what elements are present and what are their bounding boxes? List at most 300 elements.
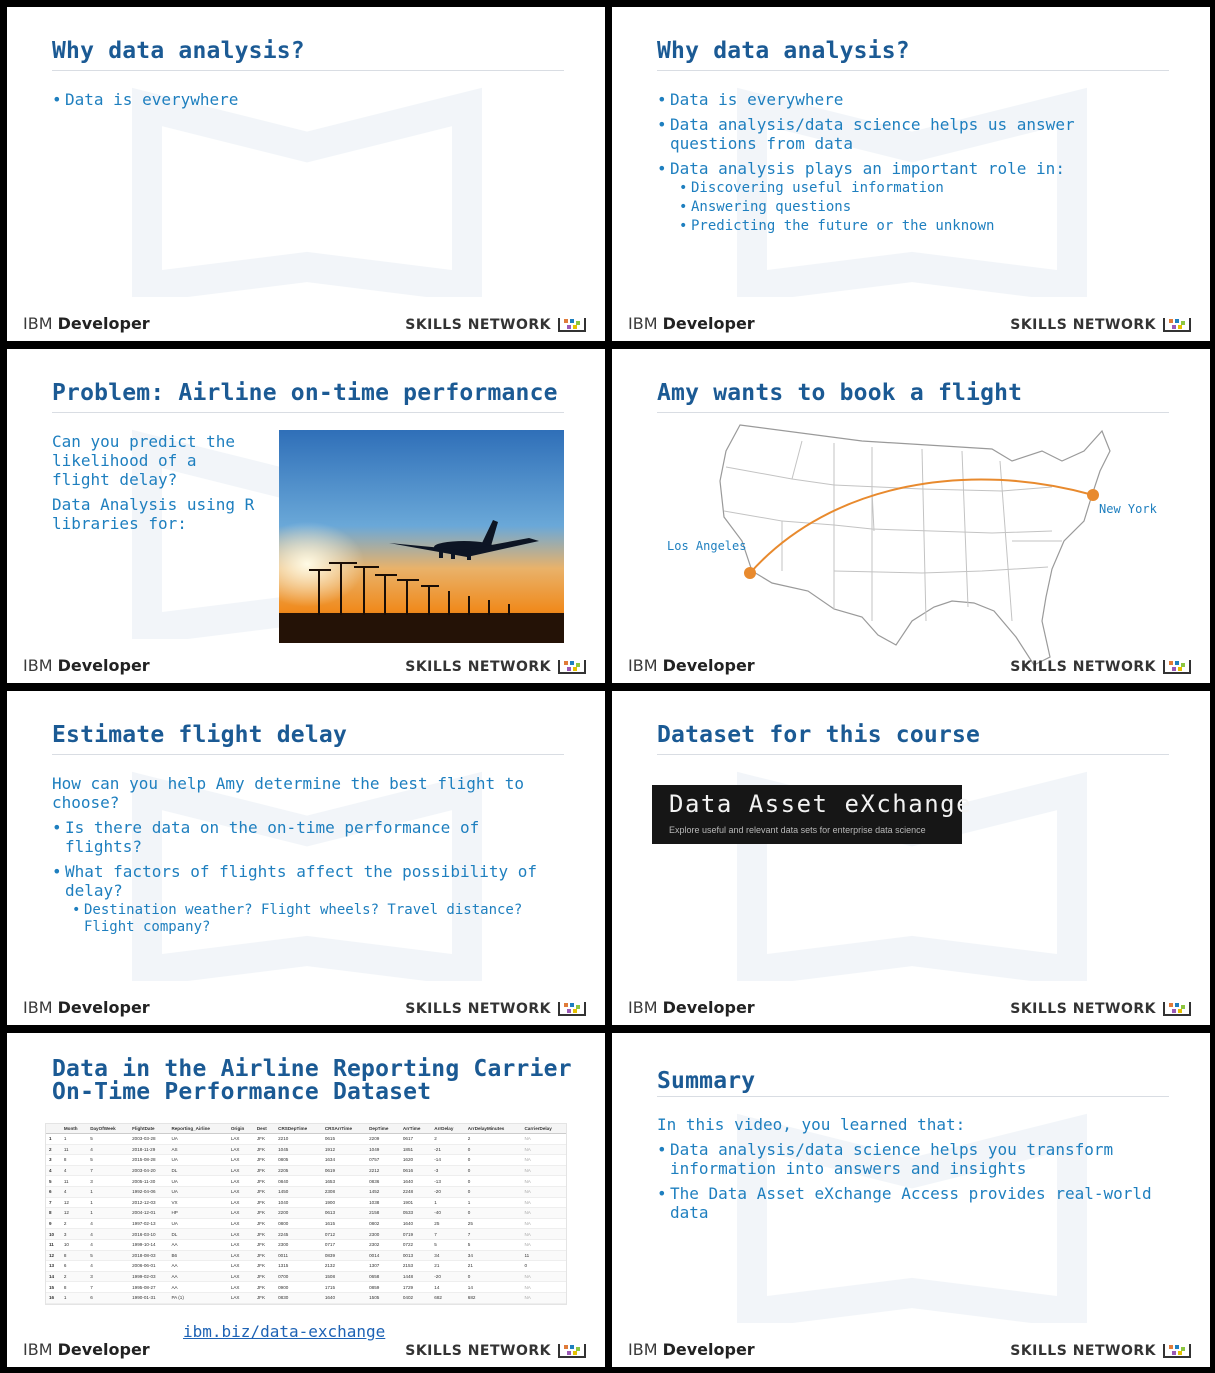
table-cell: 2302 <box>366 1239 400 1250</box>
skills-network-icon <box>557 1342 587 1359</box>
bullet: • What factors of flights affect the possibility of delay? <box>52 862 562 900</box>
table-cell: 1729 <box>400 1282 431 1293</box>
table-cell: 682 <box>465 1292 522 1303</box>
table-cell: AA <box>168 1282 227 1293</box>
skills-network-icon <box>1162 658 1192 675</box>
title-rule <box>52 754 564 755</box>
table-cell: 1 <box>87 1186 129 1197</box>
bullet: • Data analysis/data science helps us answer questions from data <box>657 115 1127 153</box>
table-cell: NA <box>521 1282 566 1293</box>
dax-subtitle: Explore useful and relevant data sets for enterprise data science <box>669 825 926 835</box>
table-row <box>46 1292 566 1303</box>
skills-network-logo: SKILLS NETWORK <box>1010 1342 1192 1359</box>
sub-bullet: • Destination weather? Flight wheels? Travel distance? Flight company? <box>72 902 562 936</box>
table-cell: NA <box>521 1197 566 1208</box>
table-cell: -21 <box>431 1144 465 1155</box>
table-cell: 1038 <box>366 1197 400 1208</box>
table-cell: LAX <box>228 1134 254 1145</box>
slide-title <box>52 1058 572 1104</box>
table-cell: 4 <box>61 1186 87 1197</box>
table-cell: 5 <box>87 1250 129 1261</box>
column-header: Month <box>61 1124 87 1134</box>
skills-network-logo: SKILLS NETWORK <box>405 1342 587 1359</box>
bullet: • Data is everywhere <box>657 90 1127 109</box>
table-cell: 10 <box>61 1239 87 1250</box>
skills-network-logo: SKILLS NETWORK <box>1010 316 1192 333</box>
table-cell: NA <box>521 1208 566 1219</box>
table-cell: JFK <box>254 1218 275 1229</box>
table-cell: 11 <box>61 1144 87 1155</box>
table-cell: 2 <box>465 1134 522 1145</box>
skills-network-icon <box>1162 1342 1192 1359</box>
table-cell: HP <box>168 1208 227 1219</box>
table-cell: LAX <box>228 1261 254 1272</box>
slide-title: Summary <box>657 1068 756 1094</box>
table-cell: NA <box>521 1144 566 1155</box>
table-cell: LAX <box>228 1282 254 1293</box>
row-index: 10 <box>46 1229 61 1240</box>
table-cell: 0 <box>465 1186 522 1197</box>
row-index: 13 <box>46 1261 61 1272</box>
table-cell: JFK <box>254 1292 275 1303</box>
table-cell: -20 <box>431 1271 465 1282</box>
table-cell: 6 <box>87 1292 129 1303</box>
ibm-developer-logo: IBM Developer <box>628 656 755 675</box>
table-cell: LAX <box>228 1292 254 1303</box>
dax-title: Data Asset eXchange <box>669 790 973 818</box>
table-cell: 0533 <box>400 1208 431 1219</box>
ibm-developer-logo: IBM Developer <box>628 998 755 1017</box>
table-cell: 0011 <box>275 1250 322 1261</box>
table-cell: 1999-10-14 <box>129 1239 168 1250</box>
table-cell: -13 <box>431 1176 465 1187</box>
slide-5 <box>7 691 605 1025</box>
row-index: 3 <box>46 1155 61 1166</box>
title-rule <box>657 754 1169 755</box>
table-cell: 1851 <box>400 1144 431 1155</box>
table-cell: 1 <box>465 1197 522 1208</box>
table-cell: 0900 <box>275 1282 322 1293</box>
table-cell: 5 <box>431 1239 465 1250</box>
table-cell: 1508 <box>322 1271 366 1282</box>
table-cell: 2212 <box>366 1165 400 1176</box>
column-header: ArrDelayMinutes <box>465 1124 522 1134</box>
table-cell: LAX <box>228 1197 254 1208</box>
table-row <box>46 1197 566 1208</box>
bullet: • Data analysis plays an important role in: <box>657 159 1127 178</box>
table-cell: B6 <box>168 1250 227 1261</box>
slide-7 <box>7 1033 605 1367</box>
table-cell: 2003-03-28 <box>129 1134 168 1145</box>
row-index: 12 <box>46 1250 61 1261</box>
table-cell: 2 <box>61 1271 87 1282</box>
table-cell: NA <box>521 1239 566 1250</box>
column-header: DepTime <box>366 1124 400 1134</box>
question-text: Can you predict the likelihood of a flight delay? <box>52 432 236 489</box>
table-cell: 4 <box>87 1218 129 1229</box>
table-cell: NA <box>521 1229 566 1240</box>
column-header: CRSArrTime <box>322 1124 366 1134</box>
table-row <box>46 1186 566 1197</box>
table-row <box>46 1144 566 1155</box>
slide-6 <box>612 691 1210 1025</box>
table-cell: LAX <box>228 1271 254 1282</box>
title-rule <box>657 412 1169 413</box>
us-map <box>712 421 1122 671</box>
table-row <box>46 1165 566 1176</box>
table-cell: JFK <box>254 1261 275 1272</box>
title-rule <box>657 70 1169 71</box>
table-cell: 4 <box>87 1261 129 1272</box>
title-rule <box>52 412 564 413</box>
table-cell: 8 <box>61 1282 87 1293</box>
table-cell: 1045 <box>275 1144 322 1155</box>
table-cell: NA <box>521 1271 566 1282</box>
sub-bullet: • Answering questions <box>679 199 1127 216</box>
table-row <box>46 1250 566 1261</box>
table-cell: 0859 <box>366 1282 400 1293</box>
table-cell: 34 <box>465 1250 522 1261</box>
table-cell: 1448 <box>400 1271 431 1282</box>
table-row <box>46 1134 566 1145</box>
table-cell: 2300 <box>275 1239 322 1250</box>
table-cell: 0 <box>465 1176 522 1187</box>
table-cell: 0800 <box>275 1218 322 1229</box>
table-cell: 0 <box>521 1261 566 1272</box>
table-cell: 0617 <box>400 1134 431 1145</box>
column-header: CarrierDelay <box>521 1124 566 1134</box>
table-cell: JFK <box>254 1282 275 1293</box>
table-cell: JFK <box>254 1197 275 1208</box>
table-cell: 4 <box>61 1165 87 1176</box>
table-cell: 1307 <box>366 1261 400 1272</box>
table-header-row <box>46 1124 566 1134</box>
column-header: Dest <box>254 1124 275 1134</box>
table-cell: VX <box>168 1197 227 1208</box>
table-cell: 0 <box>465 1271 522 1282</box>
table-cell: 2006-06-01 <box>129 1261 168 1272</box>
table-cell: 2205 <box>275 1165 322 1176</box>
dax-banner[interactable] <box>652 785 973 844</box>
dataset-table-grid <box>46 1124 566 1304</box>
table-cell: 0619 <box>322 1165 366 1176</box>
table-cell: 1715 <box>322 1282 366 1293</box>
table-cell: DL <box>168 1165 227 1176</box>
column-header: DayOfWeek <box>87 1124 129 1134</box>
table-cell: 34 <box>431 1250 465 1261</box>
skills-network-icon <box>1162 316 1192 333</box>
table-cell: 2248 <box>400 1186 431 1197</box>
table-cell: LAX <box>228 1165 254 1176</box>
intro-text: In this video, you learned that: <box>657 1115 966 1134</box>
table-cell: JFK <box>254 1144 275 1155</box>
table-cell: 1315 <box>275 1261 322 1272</box>
table-cell: NA <box>521 1134 566 1145</box>
bullet: • The Data Asset eXchange Access provides real-world data <box>657 1184 1157 1222</box>
table-cell: 1901 <box>400 1197 431 1208</box>
table-cell: -3 <box>431 1165 465 1176</box>
skills-network-logo: SKILLS NETWORK <box>405 316 587 333</box>
table-cell: 0658 <box>366 1271 400 1282</box>
table-cell: 2 <box>431 1134 465 1145</box>
table-cell: JFK <box>254 1155 275 1166</box>
table-row <box>46 1218 566 1229</box>
slide-title: Why data analysis? <box>52 38 305 64</box>
dataset-table <box>45 1123 567 1305</box>
row-index: 16 <box>46 1292 61 1303</box>
table-cell: 2245 <box>275 1229 322 1240</box>
table-cell: 5 <box>465 1239 522 1250</box>
dataset-link[interactable]: ibm.biz/data-exchange <box>183 1322 386 1341</box>
table-cell: 2003-04-20 <box>129 1165 168 1176</box>
table-cell: LAX <box>228 1218 254 1229</box>
table-cell: JFK <box>254 1271 275 1282</box>
table-cell: JFK <box>254 1229 275 1240</box>
table-cell: 1900 <box>322 1197 366 1208</box>
table-cell: 1995-08-27 <box>129 1282 168 1293</box>
slide-title: Problem: Airline on-time performance <box>52 380 558 406</box>
table-row <box>46 1271 566 1282</box>
slide-3 <box>7 349 605 683</box>
row-index: 9 <box>46 1218 61 1229</box>
table-cell: 4 <box>87 1239 129 1250</box>
table-cell: 0402 <box>400 1292 431 1303</box>
ibm-developer-logo: IBM Developer <box>628 1340 755 1359</box>
table-cell: 0836 <box>366 1176 400 1187</box>
table-cell: -40 <box>431 1208 465 1219</box>
skills-network-icon <box>557 658 587 675</box>
table-cell: 1 <box>87 1197 129 1208</box>
table-cell: 0757 <box>366 1155 400 1166</box>
table-cell: UA <box>168 1218 227 1229</box>
table-cell: NA <box>521 1218 566 1229</box>
table-cell: NA <box>521 1292 566 1303</box>
title-rule <box>657 1096 1169 1097</box>
table-cell: 3 <box>87 1271 129 1282</box>
column-header: ArrDelay <box>431 1124 465 1134</box>
table-cell: NA <box>521 1186 566 1197</box>
ibm-developer-logo: IBM Developer <box>23 1340 150 1359</box>
table-cell: 1 <box>87 1208 129 1219</box>
table-cell: 1615 <box>322 1218 366 1229</box>
table-cell: 0805 <box>275 1155 322 1166</box>
table-cell: 4 <box>87 1229 129 1240</box>
slide-title: Amy wants to book a flight <box>657 380 1023 406</box>
skills-network-icon <box>1162 1000 1192 1017</box>
skills-network-logo: SKILLS NETWORK <box>405 1000 587 1017</box>
table-cell: UA <box>168 1176 227 1187</box>
table-cell: 1634 <box>322 1155 366 1166</box>
slide-title-line-2: On-Time Performance Dataset <box>52 1079 432 1105</box>
slide-title: Dataset for this course <box>657 722 981 748</box>
table-cell: JFK <box>254 1239 275 1250</box>
table-row <box>46 1239 566 1250</box>
table-cell: 2015-08-28 <box>129 1155 168 1166</box>
table-cell: AA <box>168 1271 227 1282</box>
table-cell: 2209 <box>366 1134 400 1145</box>
table-cell: 2018-11-29 <box>129 1144 168 1155</box>
column-header: CRSDepTime <box>275 1124 322 1134</box>
slide-8 <box>612 1033 1210 1367</box>
column-header: Origin <box>228 1124 254 1134</box>
row-index: 14 <box>46 1271 61 1282</box>
table-cell: LAX <box>228 1155 254 1166</box>
table-cell: 0615 <box>322 1134 366 1145</box>
from-city-label: Los Angeles <box>667 539 747 553</box>
table-cell: LAX <box>228 1239 254 1250</box>
table-cell: UA <box>168 1134 227 1145</box>
table-cell: -14 <box>431 1155 465 1166</box>
table-cell: 8 <box>61 1155 87 1166</box>
intro-text: How can you help Amy determine the best flight to choose? <box>52 774 525 812</box>
ibm-developer-logo: IBM Developer <box>628 314 755 333</box>
column-header: FlightDate <box>129 1124 168 1134</box>
ibm-developer-logo: IBM Developer <box>23 314 150 333</box>
skills-network-logo: SKILLS NETWORK <box>1010 658 1192 675</box>
table-cell: NA <box>521 1165 566 1176</box>
table-cell: DL <box>168 1229 227 1240</box>
table-cell: 6 <box>61 1261 87 1272</box>
table-cell: 7 <box>87 1282 129 1293</box>
table-cell: 2012-12-03 <box>129 1197 168 1208</box>
sub-bullet: • Predicting the future or the unknown <box>679 218 1127 235</box>
slide-4 <box>612 349 1210 683</box>
airplane-sunset-photo <box>279 430 564 643</box>
ibm-developer-logo: IBM Developer <box>23 998 150 1017</box>
table-cell: 3 <box>61 1229 87 1240</box>
slide-title-line-1: Data in the Airline Reporting Carrier <box>52 1056 572 1082</box>
table-cell: 1912 <box>322 1144 366 1155</box>
table-row <box>46 1176 566 1187</box>
table-cell: 2300 <box>366 1229 400 1240</box>
skills-network-logo: SKILLS NETWORK <box>1010 1000 1192 1017</box>
table-cell: PA (1) <box>168 1292 227 1303</box>
table-cell: 11 <box>521 1250 566 1261</box>
table-cell: 1997-02-13 <box>129 1218 168 1229</box>
table-cell: 7 <box>465 1229 522 1240</box>
skills-network-logo: SKILLS NETWORK <box>405 658 587 675</box>
row-index: 4 <box>46 1165 61 1176</box>
sub-bullet: • Discovering useful information <box>679 180 1127 197</box>
slide-title: Estimate flight delay <box>52 722 347 748</box>
libraries-text: Data Analysis using R libraries for: <box>52 495 255 533</box>
table-cell: 5 <box>87 1134 129 1145</box>
table-row <box>46 1208 566 1219</box>
table-cell: AA <box>168 1239 227 1250</box>
table-cell: 25 <box>431 1218 465 1229</box>
table-cell: 7 <box>431 1229 465 1240</box>
table-cell: 0840 <box>275 1176 322 1187</box>
table-cell: 1 <box>61 1292 87 1303</box>
table-cell: 2 <box>61 1218 87 1229</box>
row-index: 7 <box>46 1197 61 1208</box>
table-cell: 14 <box>465 1282 522 1293</box>
table-cell: 0 <box>465 1208 522 1219</box>
table-cell: 1999-02-03 <box>129 1271 168 1282</box>
bullet: • Data is everywhere <box>52 90 238 109</box>
table-cell: 0616 <box>400 1165 431 1176</box>
table-cell: 1452 <box>366 1186 400 1197</box>
row-index: 1 <box>46 1134 61 1145</box>
table-cell: 2005-11-30 <box>129 1176 168 1187</box>
table-cell: 0719 <box>400 1229 431 1240</box>
bullet: • Data analysis/data science helps you transform information into answers and insights <box>657 1140 1157 1178</box>
table-cell: 0 <box>465 1165 522 1176</box>
row-index-header <box>46 1124 61 1134</box>
table-cell: LAX <box>228 1186 254 1197</box>
table-cell: 12 <box>61 1197 87 1208</box>
table-cell: AS <box>168 1144 227 1155</box>
table-cell: 8 <box>61 1250 87 1261</box>
table-cell: 21 <box>465 1261 522 1272</box>
table-cell: 25 <box>465 1218 522 1229</box>
table-cell: AA <box>168 1261 227 1272</box>
table-cell: 0722 <box>400 1239 431 1250</box>
table-cell: 1 <box>431 1197 465 1208</box>
table-cell: LAX <box>228 1229 254 1240</box>
table-cell: 7 <box>87 1165 129 1176</box>
table-cell: 0 <box>465 1155 522 1166</box>
table-cell: NA <box>521 1176 566 1187</box>
column-header: Reporting_Airline <box>168 1124 227 1134</box>
table-cell: 4 <box>87 1144 129 1155</box>
skills-network-icon <box>557 1000 587 1017</box>
table-cell: JFK <box>254 1208 275 1219</box>
row-index: 11 <box>46 1239 61 1250</box>
table-row <box>46 1155 566 1166</box>
table-cell: UA <box>168 1186 227 1197</box>
table-cell: LAX <box>228 1208 254 1219</box>
table-row <box>46 1261 566 1272</box>
table-cell: 0802 <box>366 1218 400 1229</box>
table-cell: 1640 <box>322 1292 366 1303</box>
table-cell: 0 <box>465 1144 522 1155</box>
table-cell: 0712 <box>322 1229 366 1240</box>
table-cell: JFK <box>254 1134 275 1145</box>
table-cell: NA <box>521 1155 566 1166</box>
table-cell: 0839 <box>322 1250 366 1261</box>
table-cell: 1653 <box>322 1176 366 1187</box>
row-index: 5 <box>46 1176 61 1187</box>
ibm-developer-logo: IBM Developer <box>23 656 150 675</box>
row-index: 2 <box>46 1144 61 1155</box>
table-row <box>46 1282 566 1293</box>
row-index: 8 <box>46 1208 61 1219</box>
table-cell: 0613 <box>322 1208 366 1219</box>
slide-2 <box>612 7 1210 341</box>
to-city-label: New York <box>1099 502 1157 516</box>
table-cell: 1992-04-06 <box>129 1186 168 1197</box>
table-cell: 1505 <box>366 1292 400 1303</box>
table-cell: 1450 <box>275 1186 322 1197</box>
table-cell: 1640 <box>400 1176 431 1187</box>
table-cell: 0830 <box>275 1292 322 1303</box>
slide-1 <box>7 7 605 341</box>
title-rule <box>52 70 564 71</box>
table-row <box>46 1229 566 1240</box>
table-cell: JFK <box>254 1186 275 1197</box>
bullet: • Is there data on the on-time performance of flights? <box>52 818 562 856</box>
table-cell: 2153 <box>400 1261 431 1272</box>
table-cell: 2016-03-10 <box>129 1229 168 1240</box>
table-cell: 1049 <box>366 1144 400 1155</box>
los-angeles-marker <box>744 567 756 579</box>
new-york-marker <box>1087 489 1099 501</box>
table-cell: UA <box>168 1155 227 1166</box>
table-cell: 0700 <box>275 1271 322 1282</box>
slide-title: Why data analysis? <box>657 38 910 64</box>
table-cell: 0014 <box>366 1250 400 1261</box>
